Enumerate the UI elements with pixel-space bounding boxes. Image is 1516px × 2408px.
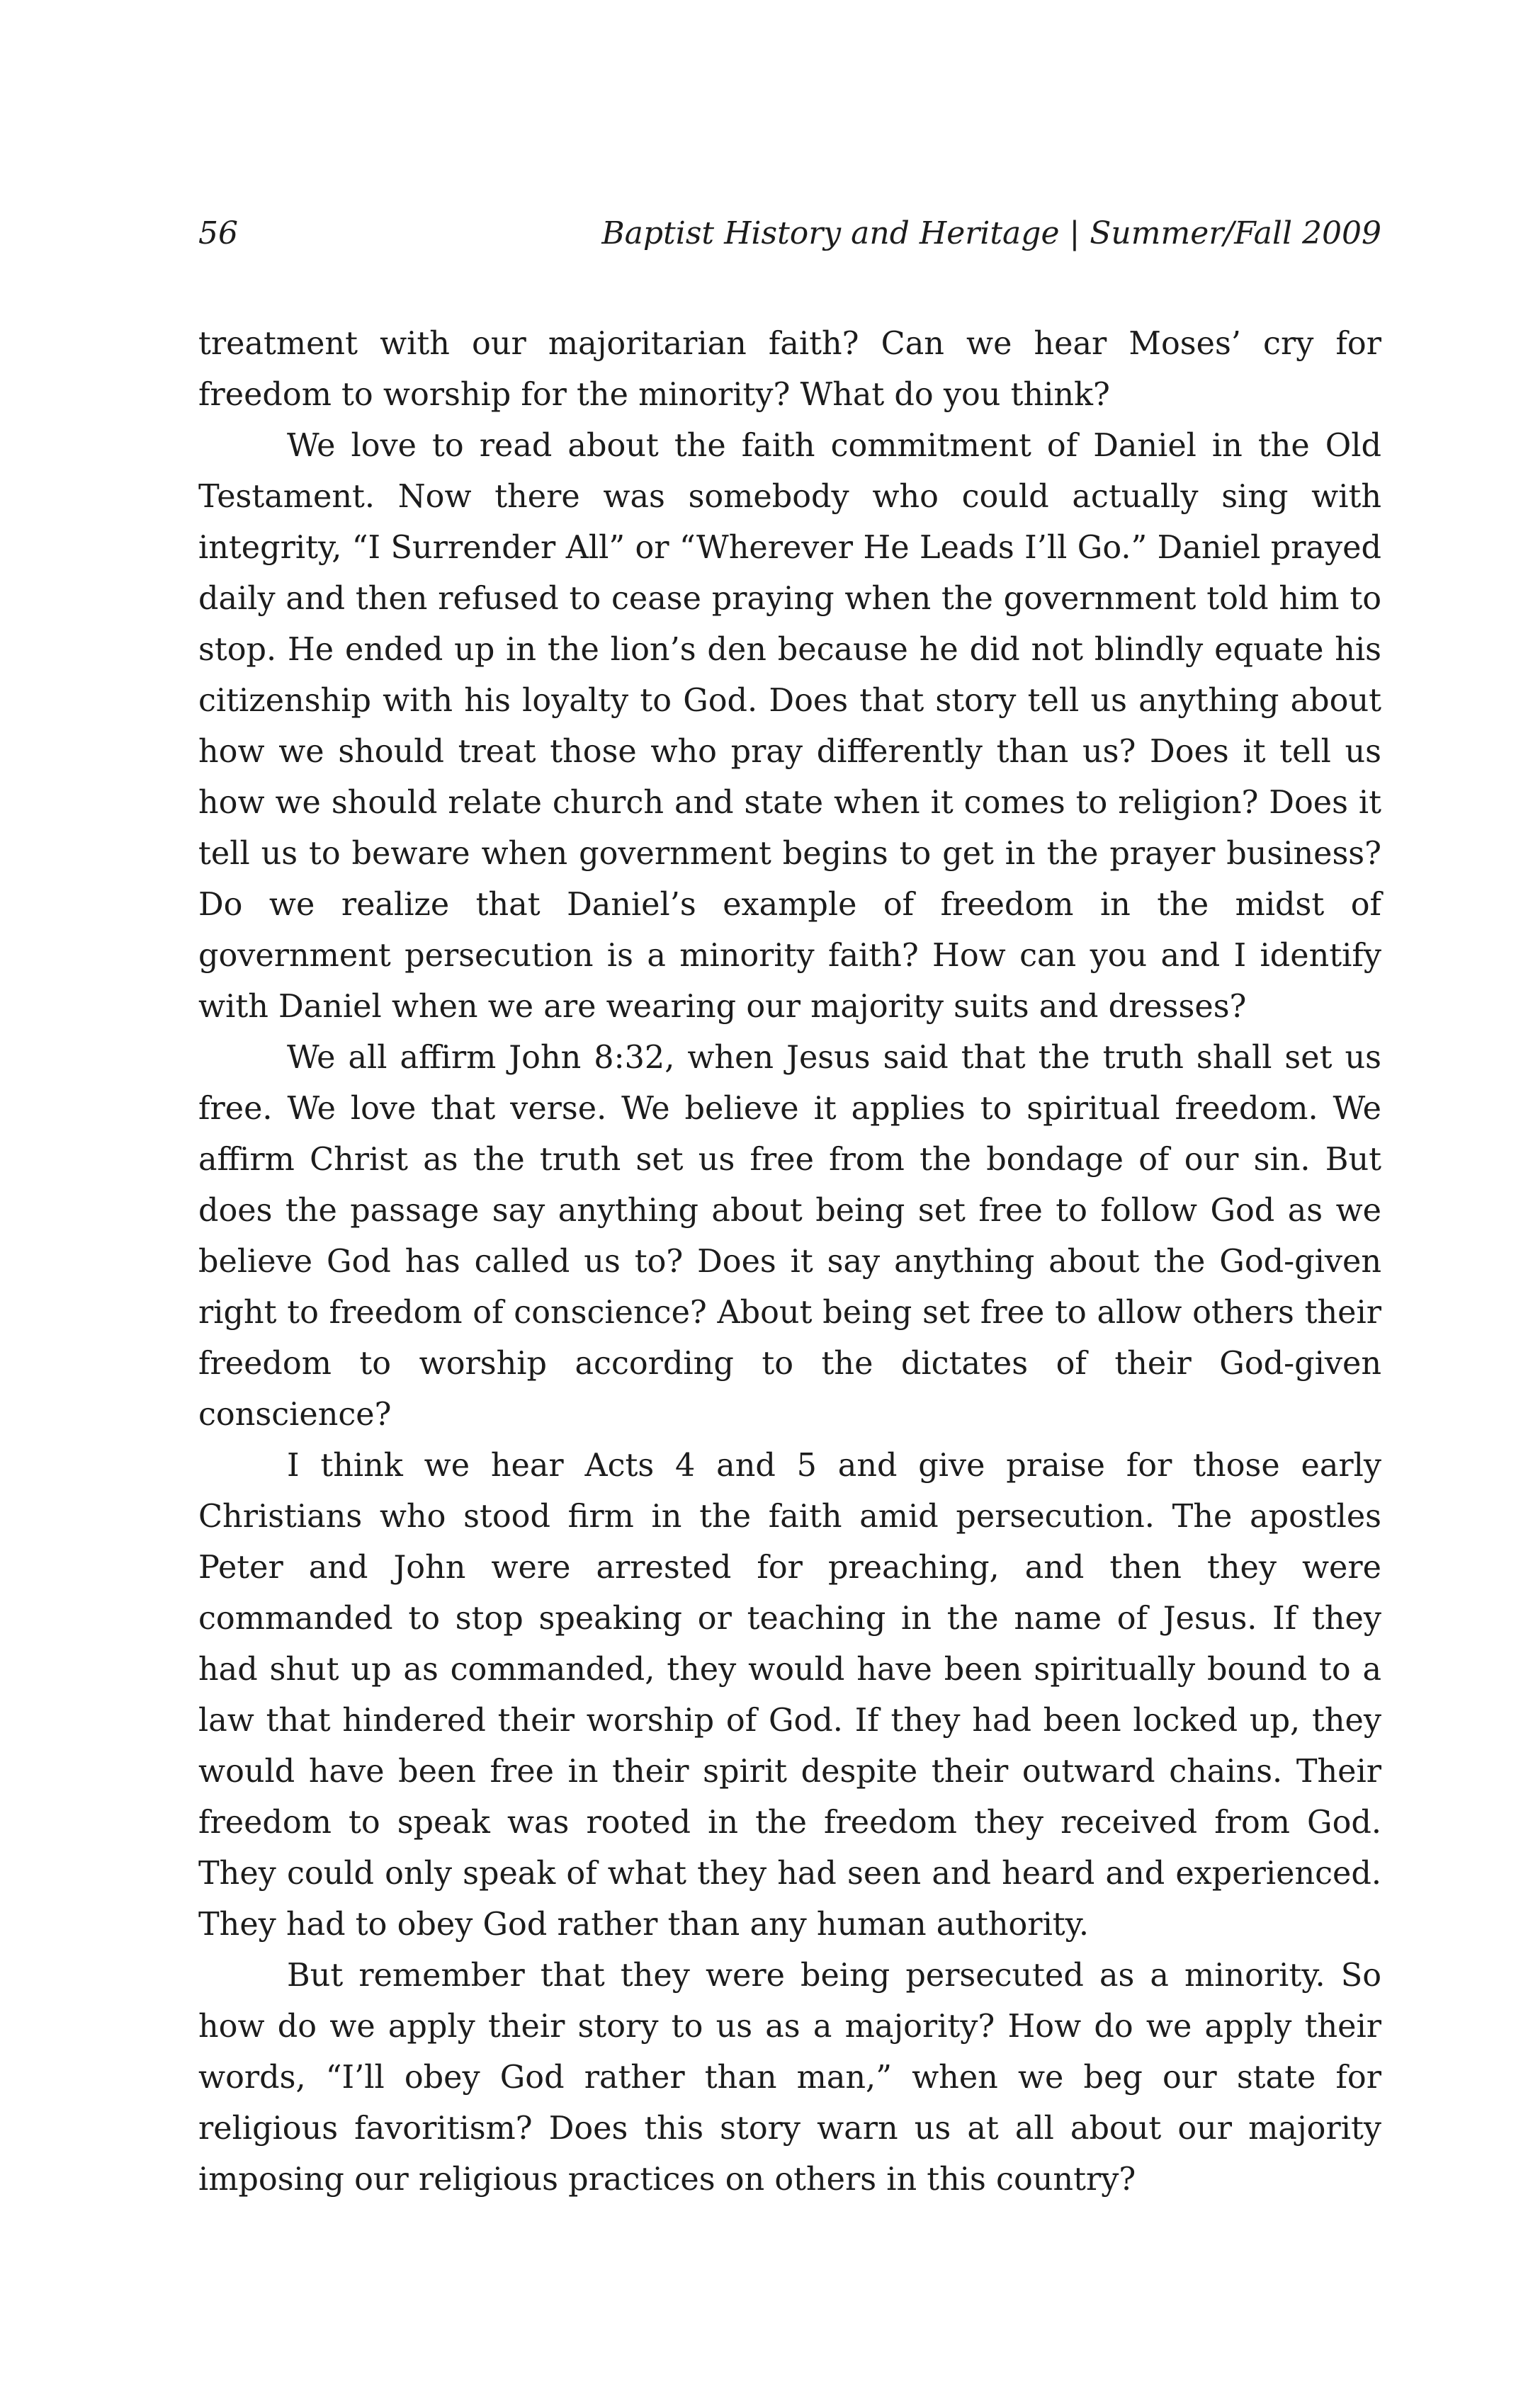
paragraph-continued: treatment with our majoritarian faith? Can we hear Moses’ cry for freedom to worship for the minority? What do you think? — [198, 326, 1381, 413]
paragraph-daniel: We love to read about the faith commitment of Daniel in the Old Testament. Now there was somebody who could actually sing with integrity, “I Surrender All” or “Wherever He Leads I’ll Go.” Daniel prayed daily and then refused to cease praying when the government told him to stop. He ended up in the lion’s den because he did not blindly equate his citizenship with his loyalty to God. Does that story tell us anything about how we should treat those who pray differently than us? Does it tell us how we should relate church and state when it comes to religion? Does it tell us to beware when government begins to get in the prayer business? Do we realize that Daniel’s example of freedom in the midst of government persecution is a minority faith? How can you and I identify with Daniel when we are wearing our majority suits and dresses? — [198, 428, 1381, 1025]
paragraph-minority: But remember that they were being persecuted as a minority. So how do we apply their story to us as a majority? How do we apply their words, “I’ll obey God rather than man,” when we beg our state for religious favoritism? Does this story warn us at all about our majority imposing our religious practices on others in this country? — [198, 1958, 1381, 2198]
paragraph-john: We all affirm John 8:32, when Jesus said that the truth shall set us free. We love that verse. We believe it applies to spiritual freedom. We affirm Christ as the truth set us free from the bondage of our sin. But does the passage say anything about being set free to follow God as we believe God has called us to? Does it say anything about the God-given right to freedom of conscience? About being set free to allow others their freedom to worship according to the dictates of their God-given conscience? — [198, 1040, 1381, 1433]
page-number: 56 — [198, 215, 238, 251]
running-head — [198, 209, 1381, 259]
paragraph-acts: I think we hear Acts 4 and 5 and give praise for those early Christians who stood firm in the faith amid persecution. The apostles Peter and John were arrested for preaching, and then they were commanded to stop speaking or teaching in the name of Jesus. If they had shut up as commanded, they would have been spiritually bound to a law that hindered their worship of God. If they had been locked up, they would have been free in their spirit despite their outward chains. Their freedom to speak was rooted in the freedom they received from God. They could only speak of what they had seen and heard and experienced. They had to obey God rather than any human authority. — [198, 1448, 1381, 1943]
body-text — [198, 319, 1381, 2205]
journal-title: Baptist History and Heritage | Summer/Fall 2009 — [601, 215, 1381, 251]
